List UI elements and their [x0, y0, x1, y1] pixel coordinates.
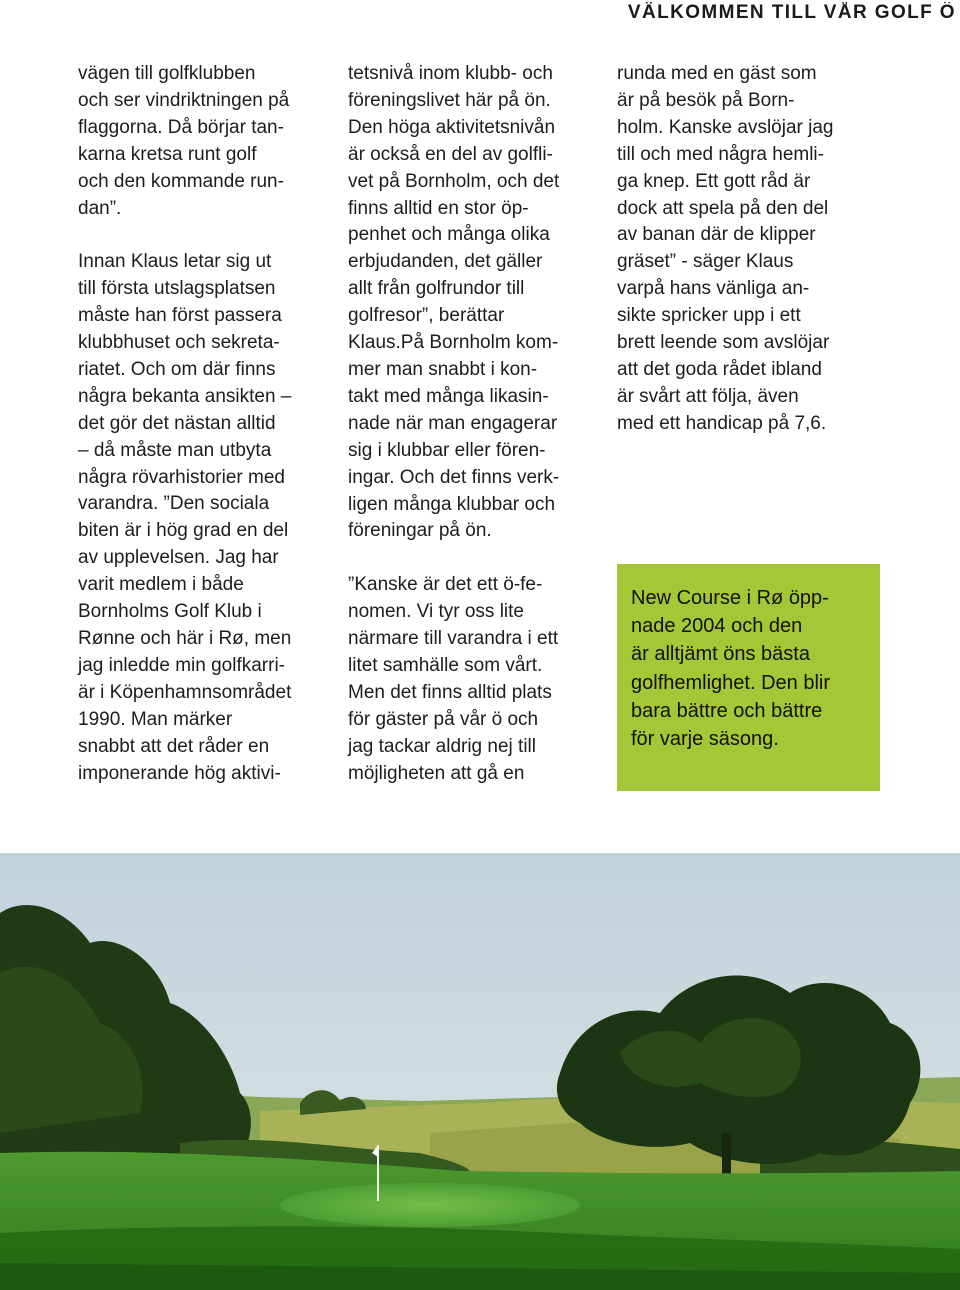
callout-text: New Course i Rø öpp- nade 2004 och den är alltjämt öns bästa golfhemlighet. Den blir bara bättre och bättre för varje säsong.: [631, 587, 830, 751]
page-header: VÄLKOMMEN TILL VÅR GOLF Ö: [627, 2, 956, 23]
paragraph: vägen till golfklubben och ser vindriktningen på flaggorna. Då börjar tan- karna kretsa runt golf och den kommande run- dan”.: [78, 63, 290, 219]
paragraph: runda med en gäst som är på besök på Born- holm. Kanske avslöjar jag till och med några hemli- ga knep. Ett gott råd är dock att spela på den del av banan där de klipper gräset” - säger Klaus varpå hans vänliga an- sikte spricker upp i ett brett leende som avslöjar att det goda rådet ibland är svårt att följa, även med ett handicap på 7,6.: [617, 63, 834, 434]
text-column-1: [78, 61, 330, 787]
golf-course-photo: [0, 853, 960, 1290]
callout-box: [617, 564, 880, 791]
paragraph: ”Kanske är det ett ö-fe- nomen. Vi tyr oss lite närmare till varandra i ett litet samhälle som vårt. Men det finns alltid plats för gäster på vår ö och jag tackar aldrig nej till möjligheten att gå en: [348, 574, 559, 784]
paragraph: Innan Klaus letar sig ut till första utslagsplatsen måste han först passera klubbhuset och sekreta- riatet. Och om där finns några bekanta ansikten – det gör det nästan alltid – då måste man utbyta några rövarhistorier med varandra. ”Den sociala biten är i hög grad en del av upplevelsen. Jag har varit medlem i både Bornholms Golf Klub i Rønne och här i Rø, men jag inledde min golfkarri- är i Köpenhamnsområdet 1990. Man märker snabbt att det råder en imponerande hög aktivi-: [78, 251, 292, 784]
paragraph: tetsnivå inom klubb- och föreningslivet här på ön. Den höga aktivitetsnivån är också en del av golfli- vet på Bornholm, och det finns alltid en stor öp- penhet och många olika erbjudanden, det gäller allt från golfrundor till golfresor”, berättar Klaus.På Bornholm kom- mer man snabbt i kon- takt med många likasin- nade när man engagerar sig i klubbar eller fören- ingar. Och det finns verk- ligen många klubbar och föreningar på ön.: [348, 63, 560, 542]
text-column-2: [348, 61, 603, 787]
text-column-3: [617, 61, 877, 438]
